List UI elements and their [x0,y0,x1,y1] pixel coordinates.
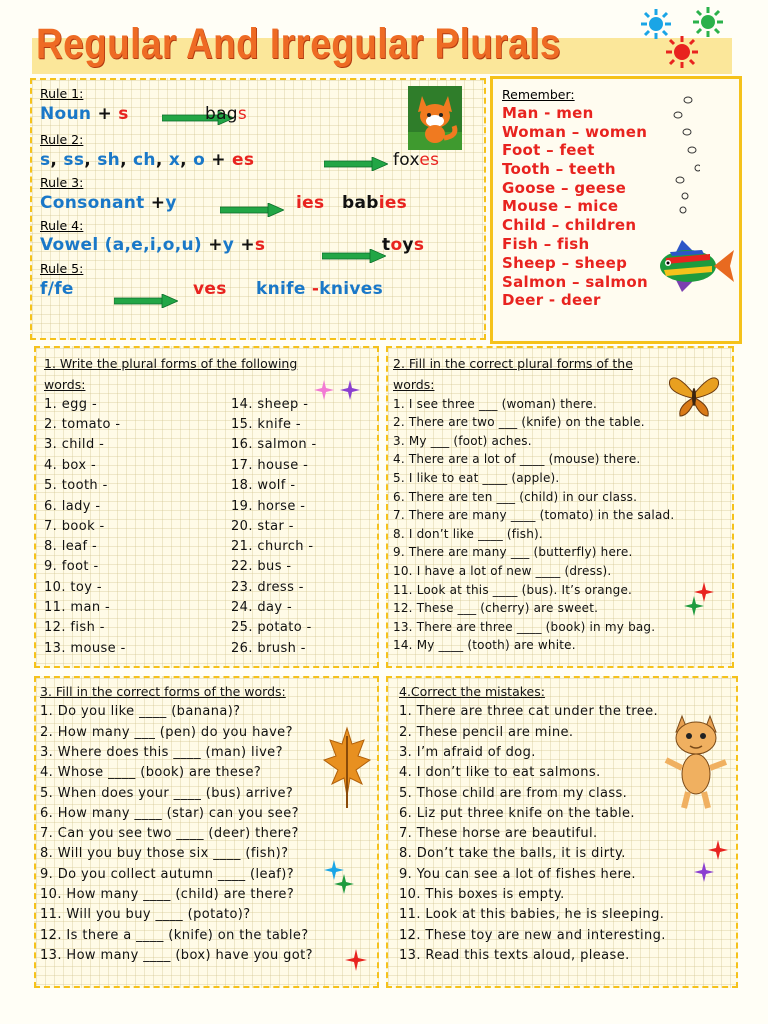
exercise-3-item: 7. Can you see two ____ (deer) there? [40,826,299,841]
exercise-2-item: 7. There are many ____ (tomato) in the salad. [393,508,675,522]
exercise-1-item: 7. book - [44,519,105,534]
exercise-3-item: 5. When does your ____ (bus) arrive? [40,786,294,801]
exercise-1-item: 11. man - [44,600,111,615]
rule-5-example-plural: knives [319,279,384,299]
exercise-3-item: 3. Where does this ____ (man) live? [40,745,283,760]
exercise-2-heading-cont: words: [393,377,435,392]
exercise-2-item: 8. I don’t like ____ (fish). [393,527,543,541]
cat-picture-icon [660,712,734,812]
exercise-1-heading: 1. Write the plural forms of the following [44,356,298,371]
remember-item: Man - men [502,104,594,122]
exercise-1-item: 25. potato - [231,620,312,635]
rule-3-formula [40,193,177,213]
rule-2-part: ch [133,150,156,170]
exercise-1-item: 20. star - [231,519,294,534]
exercise-1-item: 3. child - [44,437,105,452]
red-star-icon [344,948,368,972]
rule-3-part: Consonant [40,193,145,213]
remember-item: Sheep – sheep [502,254,628,272]
exercise-3-item: 2. How many ___ (pen) do you have? [40,725,293,740]
rule-1-example-stem: bag [205,104,238,124]
rule-4-arrow-icon [322,249,386,263]
rule-3-part: + [150,193,166,213]
remember-item: Deer - deer [502,291,601,309]
rule-4-example-ending: s [413,235,425,255]
exercise-1-item: 16. salmon - [231,437,317,452]
exercise-1-item: 15. knife - [231,417,301,432]
rule-2-part: , [50,150,58,170]
sun-stars-icon [636,6,756,76]
exercise-3-item: 6. How many ____ (star) can you see? [40,806,299,821]
rule-5-example-sep: - [311,279,320,299]
exercise-1-item: 21. church - [231,539,314,554]
rule-2-part: ss [63,150,85,170]
rule-4-part: y [222,235,235,255]
remember-item: Fish – fish [502,235,590,253]
rule-3-example-ending: ies [378,193,408,213]
rule-3-part: y [165,193,177,213]
exercise-2-heading: 2. Fill in the correct plural forms of the [393,356,633,371]
rule-2-arrow-icon [324,157,388,171]
remember-item: Tooth – teeth [502,160,616,178]
exercise-1-item: 23. dress - [231,580,304,595]
rule-4-example-y: y [402,235,414,255]
exercise-4-item: 11. Look at this babies, he is sleeping. [399,907,665,922]
rule-2-part: es [232,150,255,170]
rule-3-example [342,193,407,213]
rule-2-part: , [180,150,187,170]
exercise-3-item: 13. How many ____ (box) have you got? [40,948,313,963]
rule-4-part: + [208,235,223,255]
exercise-1-item: 1. egg - [44,397,98,412]
rule-3-label: Rule 3: [40,175,84,190]
remember-item: Goose – geese [502,179,627,197]
rule-2-part: , [155,150,163,170]
exercise-2-item: 5. I like to eat ____ (apple). [393,471,560,485]
exercise-1-item: 4. box - [44,458,97,473]
rule-4-part: Vowel (a,e,i,o,u) [40,235,202,255]
exercise-2-item: 12. These ___ (cherry) are sweet. [393,601,599,615]
red-sun-icon [666,36,698,68]
rule-4-part: s [254,235,266,255]
exercise-2-item: 9. There are many ___ (butterfly) here. [393,545,633,559]
rule-2-part: + [211,150,226,170]
rule-2-part: sh [97,150,121,170]
exercise-2-item: 3. My ___ (foot) aches. [393,434,532,448]
exercise-4-item: 10. This boxes is empty. [399,887,565,902]
bubbles-icon [670,92,700,222]
exercise-4-item: 2. These pencil are mine. [399,725,574,740]
exercise-4-item: 4. I don’t like to eat salmons. [399,765,601,780]
sparkle-stars-icon [690,838,730,886]
exercise-4-item: 6. Liz put three knife on the table. [399,806,635,821]
remember-item: Woman – women [502,123,648,141]
exercise-2-item: 13. There are three ____ (book) in my bag. [393,620,656,634]
sparkle-stars-icon [682,580,716,618]
rule-1-example [205,104,247,124]
exercise-4-item: 1. There are three cat under the tree. [399,704,659,719]
exercise-1-item: 8. leaf - [44,539,98,554]
exercise-2-item: 2. There are two ___ (knife) on the table. [393,415,645,429]
exercise-1-item: 10. toy - [44,580,102,595]
exercise-1-item: 2. tomato - [44,417,121,432]
remember-item: Child – children [502,216,637,234]
exercise-2-item: 11. Look at this ____ (bus). It’s orange. [393,583,633,597]
green-sun-icon [693,7,723,37]
rule-5-example [256,279,383,299]
rule-3-arrow-icon [220,203,284,217]
exercise-1-item: 18. wolf - [231,478,296,493]
rule-3-ending: ies [296,193,325,213]
exercise-1-item: 17. house - [231,458,309,473]
rule-2-example [393,150,439,170]
rule-2-part: x [168,150,181,170]
sparkle-stars-icon [322,858,356,896]
rule-2-part: o [193,150,206,170]
exercise-3-item: 1. Do you like ____ (banana)? [40,704,241,719]
exercise-1-item: 26. brush - [231,641,306,656]
exercise-3-item: 11. Will you buy ____ (potato)? [40,907,251,922]
rule-5-formula: f/fe [40,279,74,299]
rule-1-part: Noun [40,104,92,124]
rule-1-part: s [118,104,129,124]
remember-item: Mouse – mice [502,197,619,215]
rule-5-arrow-icon [114,294,178,308]
exercise-3-heading: 3. Fill in the correct forms of the words: [40,684,286,699]
exercise-4-item: 5. Those child are from my class. [399,786,628,801]
rule-4-example-vowel: o [390,235,403,255]
exercise-3-item: 10. How many ____ (child) are there? [40,887,295,902]
exercise-4-heading: 4.Correct the mistakes: [399,684,545,699]
rule-1-part: + [97,104,113,124]
autumn-leaf-icon [322,726,372,810]
exercise-1-item: 5. tooth - [44,478,108,493]
exercise-1-item: 9. foot - [44,559,99,574]
fox-picture-icon [408,86,462,150]
rule-5-label: Rule 5: [40,261,84,276]
exercise-1-item: 13. mouse - [44,641,126,656]
rule-4-example-start: t [382,235,391,255]
rule-2-part: , [120,150,127,170]
exercise-2-item: 1. I see three ___ (woman) there. [393,397,597,411]
rule-5-example-word: knife [256,279,306,299]
exercise-2-item: 4. There are a lot of ____ (mouse) there. [393,452,641,466]
butterfly-icon [666,372,722,418]
rule-4-formula [40,235,265,255]
exercise-2-item: 10. I have a lot of new ____ (dress). [393,564,612,578]
rule-4-example [382,235,424,255]
rule-1-formula [40,104,129,124]
rule-2-part: , [84,150,92,170]
rule-2-label: Rule 2: [40,132,84,147]
exercise-4-item: 9. You can see a lot of fishes here. [399,867,636,882]
rule-4-part: + [240,235,255,255]
exercise-4-item: 13. Read this texts aloud, please. [399,948,630,963]
rule-5-ending: ves [193,279,227,299]
exercise-2-item: 6. There are ten ___ (child) in our class. [393,490,638,504]
exercise-3-item: 8. Will you buy those six ____ (fish)? [40,846,289,861]
exercise-4-item: 12. These toy are new and interesting. [399,928,666,943]
blue-sun-icon [641,9,671,39]
rule-2-example-ending: es [419,150,440,170]
rule-2-example-stem: fox [393,150,420,170]
rule-1-label: Rule 1: [40,86,84,101]
exercise-1-heading-cont: words: [44,377,86,392]
exercise-1-item: 19. horse - [231,499,306,514]
rule-3-example-stem: bab [342,193,379,213]
exercise-1-item: 22. bus - [231,559,292,574]
exercise-4-item: 3. I’m afraid of dog. [399,745,536,760]
remember-item: Foot – feet [502,141,595,159]
remember-item: Salmon – salmon [502,273,648,291]
rule-1-example-ending: s [237,104,248,124]
exercise-3-item: 12. Is there a ____ (knife) on the table? [40,928,309,943]
exercise-1-item: 14. sheep - [231,397,309,412]
exercise-2-item: 14. My ____ (tooth) are white. [393,638,576,652]
rule-2-formula [40,150,254,170]
exercise-4-item: 7. These horse are beautiful. [399,826,598,841]
exercise-3-item: 9. Do you collect autumn ____ (leaf)? [40,867,295,882]
exercise-1-item: 24. day - [231,600,293,615]
fish-picture-icon [652,236,734,296]
exercise-3-item: 4. Whose ____ (book) are these? [40,765,262,780]
remember-title: Remember: [502,87,575,102]
rule-4-label: Rule 4: [40,218,84,233]
exercise-1-item: 6. lady - [44,499,101,514]
exercise-1-item: 12. fish - [44,620,105,635]
rule-2-part: s [40,150,51,170]
sparkle-stars-icon [312,378,362,402]
exercise-4-item: 8. Don’t take the balls, it is dirty. [399,846,626,861]
page-title: Regular And Irregular Plurals [36,20,561,68]
